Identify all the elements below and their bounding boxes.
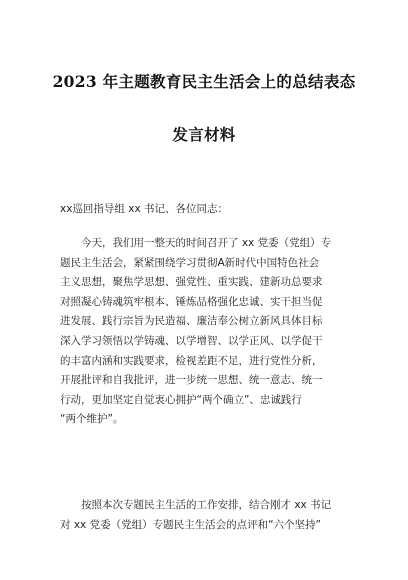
paragraph-line: 今天，我们用一整天的时间召开了 xx 党委（党组）专 <box>60 237 332 249</box>
salutation: xx巡回指导组 xx 书记、各位同志： <box>60 203 229 215</box>
paragraph-line: 深入学习领悟以学铸魂、以学增智、以学正风、以学促干 <box>60 334 323 347</box>
paragraph-2 <box>60 496 350 535</box>
paragraph-line: 开展批评和自我批评，进一步统一思想、统一意志、统一 <box>60 374 323 387</box>
document-title-line1: 2023 年主题教育民主生活会上的总结表态 <box>52 72 356 91</box>
document-title-line2: 发言材料 <box>172 125 236 144</box>
paragraph-line: 对照凝心铸魂筑牢根本、锤炼品格强化忠诚、实干担当促 <box>60 295 323 308</box>
paragraph-line: 的丰富内涵和实践要求，检视差距不足，进行党性分析， <box>60 354 323 367</box>
paragraph-line: 按照本次专题民主生活的工作安排，结合刚才 xx 书记 <box>60 499 332 511</box>
paragraph-line: 对 xx 党委（党组）专题民主生活会的点评和“六个坚持” <box>60 518 321 531</box>
paragraph-line: “两个维护”。 <box>60 413 124 426</box>
paragraph-line: 进发展、践行宗旨为民造福、廉洁奉公树立新风具体目标 <box>60 315 323 328</box>
paragraph-line: 主义思想，聚焦学思想、强党性、重实践、建新功总要求 <box>60 276 323 289</box>
paragraph-line: 题民主生活会，紧紧围绕学习贯彻A新时代中国特色社会 <box>60 256 320 269</box>
paragraph-line: 行动，更加坚定自觉衷心拥护“两个确立”、忠诚践行 <box>60 393 302 406</box>
paragraph-1 <box>60 234 350 430</box>
